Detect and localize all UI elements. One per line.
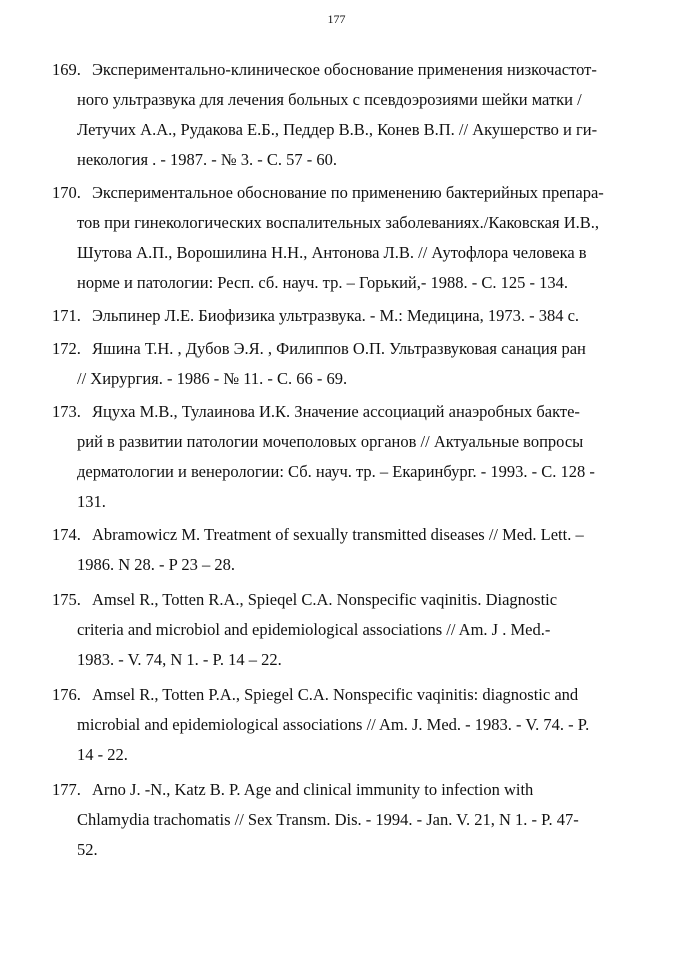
reference-line: criteria and microbiol and epidemiological associations // Am. J . Med.- (77, 620, 551, 639)
reference-number: 172. (52, 339, 81, 358)
reference-line: 131. (77, 492, 106, 511)
reference-item (52, 680, 622, 770)
reference-list (52, 55, 622, 865)
reference-line: 14 - 22. (77, 745, 128, 764)
reference-item (52, 775, 622, 865)
reference-item (52, 301, 622, 331)
page-number: 177 (327, 12, 346, 26)
reference-number: 169. (52, 60, 81, 79)
reference-line: Яшина Т.Н. , Дубов Э.Я. , Филиппов О.П. Ультразвуковая санация ран (92, 339, 586, 358)
reference-line: 1986. N 28. - P 23 – 28. (77, 555, 235, 574)
reference-number: 173. (52, 402, 81, 421)
reference-line: дерматологии и венерологии: Сб. науч. тр. – Екаринбург. - 1993. - С. 128 - (77, 462, 595, 481)
reference-line: тов при гинекологических воспалительных заболеваниях./Каковская И.В., (77, 213, 600, 232)
reference-line: 52. (77, 840, 98, 859)
reference-number: 170. (52, 183, 81, 202)
reference-item (52, 334, 622, 394)
reference-line: Экспериментально-клиническое обоснование применения низкочастот- (92, 60, 597, 79)
reference-line: Летучих А.А., Рудакова Е.Б., Педдер В.В., Конев В.П. // Акушерство и ги- (77, 120, 598, 139)
reference-line: некология . - 1987. - № 3. - С. 57 - 60. (77, 150, 338, 169)
reference-line: норме и патологии: Респ. сб. науч. тр. – Горький,- 1988. - С. 125 - 134. (77, 273, 568, 292)
reference-line: Arno J. -N., Katz B. P. Age and clinical immunity to infection with (92, 780, 534, 799)
reference-line: microbial and epidemiological associations // Am. J. Med. - 1983. - V. 74. - P. (77, 715, 590, 734)
reference-line: // Хирургия. - 1986 - № 11. - С. 66 - 69. (77, 369, 348, 388)
reference-number: 174. (52, 525, 81, 544)
reference-item (52, 55, 622, 175)
reference-line: Abramowicz M. Treatment of sexually transmitted diseases // Med. Lett. – (92, 525, 584, 544)
reference-number: 171. (52, 306, 81, 325)
reference-line: Яцуха М.В., Тулаинова И.К. Значение ассоциаций анаэробных бакте- (92, 402, 580, 421)
reference-item (52, 520, 622, 580)
reference-line: Amsel R., Totten R.A., Spieqel C.A. Nonspecific vaqinitis. Diagnostic (92, 590, 558, 609)
reference-line: Amsel R., Totten P.A., Spiegel C.A. Nonspecific vaqinitis: diagnostic and (92, 685, 579, 704)
reference-number: 175. (52, 590, 81, 609)
reference-line: Chlamydia trachomatis // Sex Transm. Dis. - 1994. - Jan. V. 21, N 1. - P. 47- (77, 810, 579, 829)
reference-line: рий в развитии патологии мочеполовых органов // Актуальные вопросы (77, 432, 584, 451)
reference-number: 176. (52, 685, 81, 704)
reference-number: 177. (52, 780, 81, 799)
reference-line: Эльпинер Л.Е. Биофизика ультразвука. - М.: Медицина, 1973. - 384 с. (92, 306, 580, 325)
reference-item (52, 585, 622, 675)
reference-line: 1983. - V. 74, N 1. - P. 14 – 22. (77, 650, 282, 669)
reference-item (52, 397, 622, 517)
reference-line: ного ультразвука для лечения больных с псевдоэрозиями шейки матки / (77, 90, 582, 109)
reference-item (52, 178, 622, 298)
reference-line: Шутова А.П., Ворошилина Н.Н., Антонова Л.В. // Аутофлора человека в (77, 243, 587, 262)
reference-line: Экспериментальное обоснование по применению бактерийных препара- (92, 183, 604, 202)
